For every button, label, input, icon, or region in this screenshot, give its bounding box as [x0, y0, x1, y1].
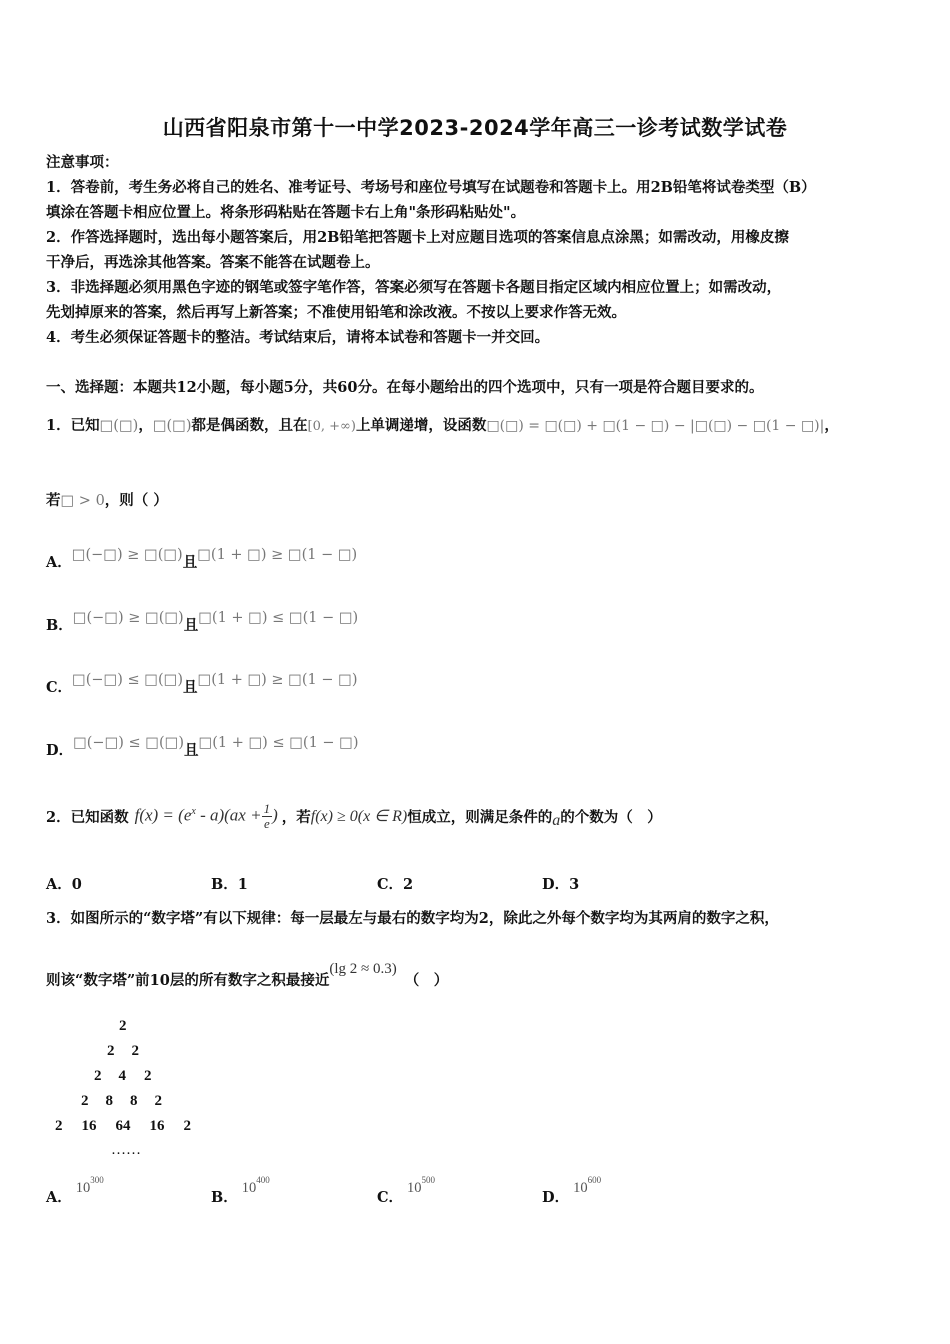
option-label: D．: [542, 876, 570, 893]
notice-line: 2．作答选择题时，选出每小题答案后，用2B铅笔把答题卡上对应题目选项的答案信息点涂黑；如需改动，用橡皮擦: [46, 229, 789, 246]
q1-cond-pre: 若: [46, 492, 61, 509]
option-label: B．: [211, 1189, 238, 1206]
q1-option-d[interactable]: [46, 735, 359, 760]
option-label: D．: [542, 1189, 570, 1206]
tower-cell: 2: [107, 1043, 115, 1059]
q2-option-c[interactable]: [377, 873, 413, 894]
tower-cell: 2: [131, 1043, 139, 1059]
q3-hint: (lg 2 ≈ 0.3): [329, 961, 397, 977]
option-power: [407, 1175, 436, 1196]
tower-cell: 2: [183, 1118, 191, 1134]
power-exponent: 600: [587, 1175, 602, 1185]
notice-line: 填涂在答题卡相应位置上。将条形码粘贴在答题卡右上角"条形码粘贴处"。: [46, 204, 526, 221]
question-1-condition: [46, 489, 168, 510]
notice-line: 1．答卷前，考生务必将自己的姓名、准考证号、考场号和座位号填写在试题卷和答题卡上。用2B铅笔将试卷类型（B）: [46, 179, 816, 196]
question-3-line2: [46, 961, 449, 990]
q1-comma: ，: [138, 417, 153, 434]
exam-title: 山西省阳泉市第十一中学2023-2024学年高三一诊考试数学试卷: [162, 116, 788, 140]
option-label: B．: [46, 617, 73, 634]
q2-var: a: [552, 812, 561, 829]
option-and: 且: [182, 554, 198, 571]
q1-mid2: 上单调递增，设函数: [355, 417, 487, 434]
power-exponent: 400: [256, 1175, 270, 1185]
tower-cell: 2: [94, 1068, 102, 1084]
tower-cell: 2: [154, 1093, 162, 1109]
tower-cell: 2: [144, 1068, 152, 1084]
tower-cell: 16: [149, 1118, 165, 1134]
q2-fraction: [262, 802, 273, 831]
option-right: □(1 + □) ≥ □(1 − □): [197, 547, 358, 563]
power-base: 10: [407, 1180, 422, 1196]
option-left: □(−□) ≤ □(□): [72, 672, 183, 688]
tower-row-4: [81, 1093, 162, 1110]
tower-ellipsis: ……: [111, 1142, 141, 1158]
tower-cell: 8: [130, 1093, 138, 1109]
option-and: 且: [183, 617, 199, 634]
tower-cell: 2: [81, 1093, 89, 1109]
q1-definition: □(□) = □(□) + □(1 − □) − |□(□) − □(1 − □)|: [486, 418, 825, 434]
power-exponent: 300: [90, 1175, 104, 1185]
option-value: 2: [403, 876, 414, 893]
q3-option-d[interactable]: [542, 1175, 602, 1207]
option-power: [573, 1175, 602, 1196]
power-base: 10: [75, 1180, 91, 1196]
notice-line: 3．非选择题必须用黑色字迹的钢笔或签字笔作答，答案必须写在答题卡各题目指定区域内相应位置上；如需改动，: [46, 279, 782, 296]
q1-option-c[interactable]: [46, 672, 358, 697]
frac-numerator: 1: [263, 800, 271, 816]
power-exponent: 500: [421, 1175, 436, 1185]
option-label: B．: [211, 876, 238, 893]
option-label: C．: [46, 679, 73, 696]
q2-option-a[interactable]: [46, 873, 82, 894]
option-left: □(−□) ≥ □(□): [72, 610, 184, 626]
q3-option-c[interactable]: [377, 1175, 436, 1207]
option-label: A．: [46, 876, 72, 893]
q2-pre: 2．已知函数: [46, 808, 129, 826]
q2-option-d[interactable]: [542, 873, 579, 894]
frac-denominator: e: [263, 815, 270, 831]
option-left: □(−□) ≥ □(□): [71, 547, 183, 563]
notice-line: 干净后，再选涂其他答案。答案不能答在试题卷上。: [46, 254, 380, 271]
q1-option-b[interactable]: [46, 610, 359, 635]
power-base: 10: [573, 1180, 588, 1196]
option-label: C．: [377, 876, 404, 893]
section-heading: 一、选择题：本题共12小题，每小题5分，共60分。在每小题给出的四个选项中，只有一项是符合题目要求的。: [46, 379, 764, 396]
tower-row-3: [94, 1068, 152, 1085]
option-and: 且: [184, 742, 199, 759]
q3-line2-pre: 则该“数字塔”前10层的所有数字之积最接近: [46, 972, 330, 989]
option-right: □(1 + □) ≥ □(1 − □): [197, 672, 358, 688]
q1-interval: [0, +∞): [307, 419, 356, 434]
q1-mid: 都是偶函数，且在: [191, 417, 308, 434]
option-power: [241, 1175, 270, 1196]
q2-f-lhs: f(x) = (e: [134, 804, 192, 824]
option-label: A．: [46, 554, 72, 571]
question-1-stem: [46, 414, 839, 435]
q3-option-a[interactable]: [46, 1175, 104, 1207]
q2-option-b[interactable]: [211, 873, 248, 894]
q3-line2-post: （ ）: [404, 972, 449, 989]
option-label: A．: [46, 1189, 72, 1206]
option-power: [75, 1175, 104, 1196]
option-label: C．: [377, 1189, 404, 1206]
q1-func-g: □(□): [152, 418, 192, 434]
option-and: 且: [183, 679, 198, 696]
tower-cell: 2: [119, 1018, 127, 1034]
tower-cell: 64: [115, 1118, 131, 1134]
q2-f-mid: - a)(ax +: [195, 804, 262, 824]
notice-line: 4．考生必须保证答题卡的整洁。考试结束后，请将本试卷和答题卡一并交回。: [46, 329, 550, 346]
option-value: 0: [71, 876, 82, 893]
q1-cond: □ > 0: [60, 493, 105, 509]
option-right: □(1 + □) ≤ □(1 − □): [198, 610, 359, 626]
tower-cell: 16: [81, 1118, 97, 1134]
tower-cell: 4: [118, 1068, 126, 1084]
q2-end: 的个数为（ ）: [560, 808, 662, 826]
question-3-line1: 3．如图所示的“数字塔”有以下规律：每一层最左与最右的数字均为2，除此之外每个数字均为其两肩的数字之积，: [46, 910, 779, 927]
q2-post: 恒成立，则满足条件的: [407, 808, 553, 826]
tower-row-2: [107, 1043, 139, 1060]
tower-cell: 8: [105, 1093, 113, 1109]
notice-line: 先划掉原来的答案，然后再写上新答案；不准使用铅笔和涂改液。不按以上要求作答无效。: [46, 304, 626, 321]
tower-row-1: [119, 1018, 127, 1035]
option-value: 3: [569, 876, 580, 893]
q2-f-close: ): [272, 804, 278, 824]
option-right: □(1 + □) ≤ □(1 − □): [198, 735, 359, 751]
q1-option-a[interactable]: [46, 547, 358, 572]
option-label: D．: [46, 742, 74, 759]
q2-condition: f(x) ≥ 0(x ∈ R): [310, 808, 408, 825]
notice-heading: 注意事项：: [46, 154, 119, 171]
q1-end: ，: [824, 417, 839, 434]
tower-cell: 2: [55, 1118, 63, 1134]
option-left: □(−□) ≤ □(□): [73, 735, 185, 751]
q1-func-f: □(□): [99, 418, 139, 434]
q2-f-sup: x: [191, 805, 196, 817]
q1-pre: 1．已知: [46, 417, 100, 434]
q2-function: [135, 802, 278, 831]
q1-cond-post: ，则（ ）: [104, 492, 168, 509]
q2-mid: ，若: [281, 808, 311, 826]
power-base: 10: [241, 1180, 257, 1196]
option-value: 1: [237, 876, 248, 893]
question-2-stem: [46, 794, 662, 838]
tower-row-5: [55, 1118, 191, 1135]
q3-option-b[interactable]: [211, 1175, 270, 1207]
